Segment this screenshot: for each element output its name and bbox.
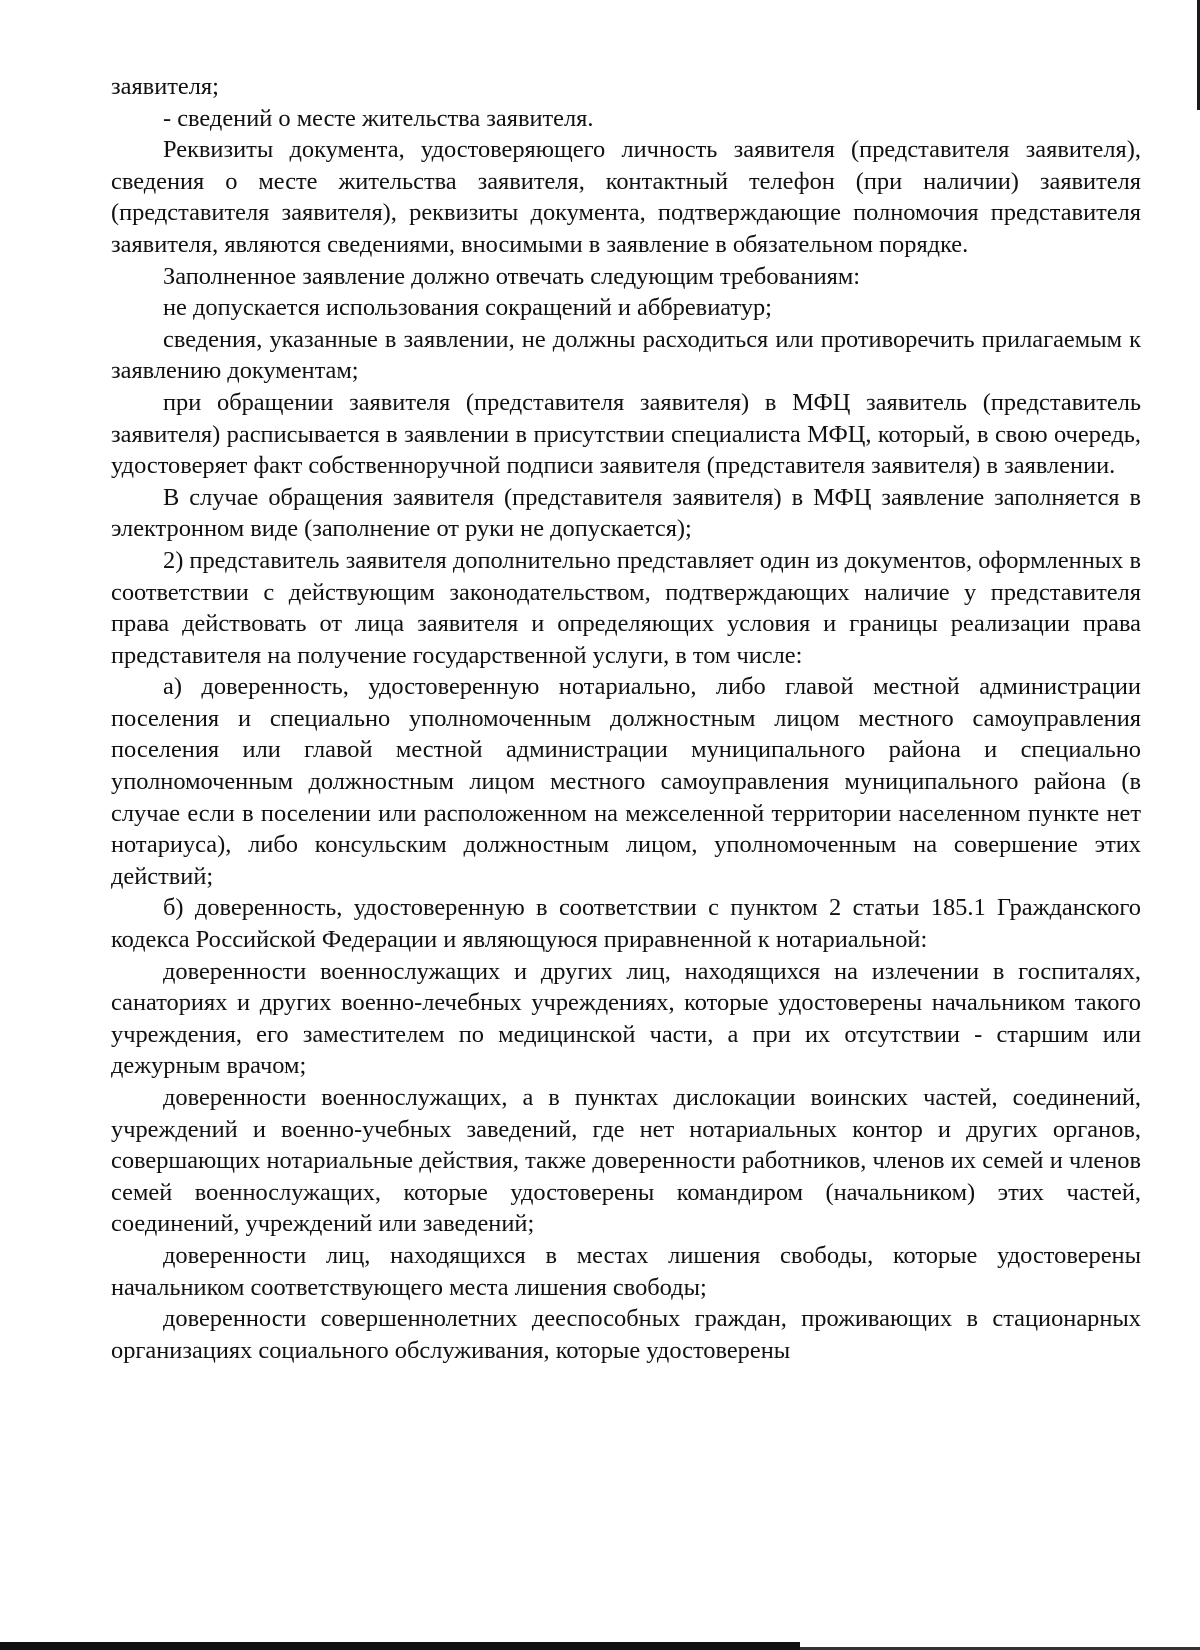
paragraph-prison-proxies: доверенности лиц, находящихся в местах лишения свободы, которые удостоверены начальником соответствующего места лишения свободы; — [111, 1241, 1141, 1301]
paragraph-no-contradictions: сведения, указанные в заявлении, не должны расходиться или противоречить прилагаемым к заявлению документам; — [111, 325, 1141, 385]
paragraph-residence-info: - сведений о месте жительства заявителя. — [163, 104, 594, 132]
paragraph-item-2: 2) представитель заявителя дополнительно представляет один из документов, оформленных в соответствии с действующим законодательством, подтверждающих наличие у представителя права действовать от лица заявителя и определяющих условия и границы реализации права представителя на получение государственной услуги, в том числе: — [111, 546, 1141, 669]
paragraph-continuation: заявителя; — [111, 73, 219, 100]
paragraph-requirements-intro: Заполненное заявление должно отвечать следующим требованиям: — [163, 262, 861, 290]
paragraph-item-b: б) доверенность, удостоверенную в соответствии с пунктом 2 статьи 185.1 Гражданского кодекса Российской Федерации и являющуюся приравненной к нотариальной: — [111, 894, 1141, 954]
paragraph-requisites: Реквизиты документа, удостоверяющего личность заявителя (представителя заявителя), сведения о месте жительства заявителя, контактный телефон (при наличии) заявителя (представителя заявителя), реквизиты документа, подтверждающие полномочия представителя заявителя, являются сведениями, вносимыми в заявление в обязательном порядке. — [111, 136, 1141, 258]
scan-edge-bottom — [0, 1642, 800, 1650]
document-body — [111, 71, 1141, 1366]
paragraph-mfc-electronic: В случае обращения заявителя (представителя заявителя) в МФЦ заявление заполняется в электронном виде (заполнение от руки не допускается); — [111, 483, 1141, 543]
paragraph-mfc-signature: при обращении заявителя (представителя заявителя) в МФЦ заявитель (представитель заявителя) расписывается в заявлении в присутствии специалиста МФЦ, который, в свою очередь, удостоверяет факт собственноручной подписи заявителя (представителя заявителя) в заявлении. — [111, 388, 1141, 480]
paragraph-social-care-proxies: доверенности совершеннолетних дееспособных граждан, проживающих в стационарных организациях социального обслуживания, которые удостоверены — [111, 1305, 1141, 1364]
paragraph-military-proxies: доверенности военнослужащих, а в пунктах дислокации воинских частей, соединений, учреждений и военно-учебных заведений, где нет нотариальных контор и других органов, совершающих нотариальные действия, также доверенности работников, членов их семей и членов семей военнослужащих, которые удостоверены командиром (начальником) этих частей, соединений, учреждений или заведений; — [111, 1084, 1141, 1238]
paragraph-no-abbreviations: не допускается использования сокращений и аббревиатур; — [163, 294, 772, 322]
paragraph-hospital-proxies: доверенности военнослужащих и других лиц, находящихся на излечении в госпиталях, санаториях и других военно-лечебных учреждениях, которые удостоверены начальником такого учреждения, его заместителем по медицинской части, а при их отсутствии - старшим или дежурным врачом; — [111, 957, 1141, 1080]
paragraph-item-a: а) доверенность, удостоверенную нотариально, либо главой местной администрации поселения и специально уполномоченным должностным лицом местного самоуправления поселения или главой местной администрации муниципального района и специально уполномоченным должностным лицом местного самоуправления муниципального района (в случае если в поселении или расположенном на межселенной территории населенном пункте нет нотариуса), либо консульским должностным лицом, уполномоченным на совершение этих действий; — [111, 673, 1141, 890]
